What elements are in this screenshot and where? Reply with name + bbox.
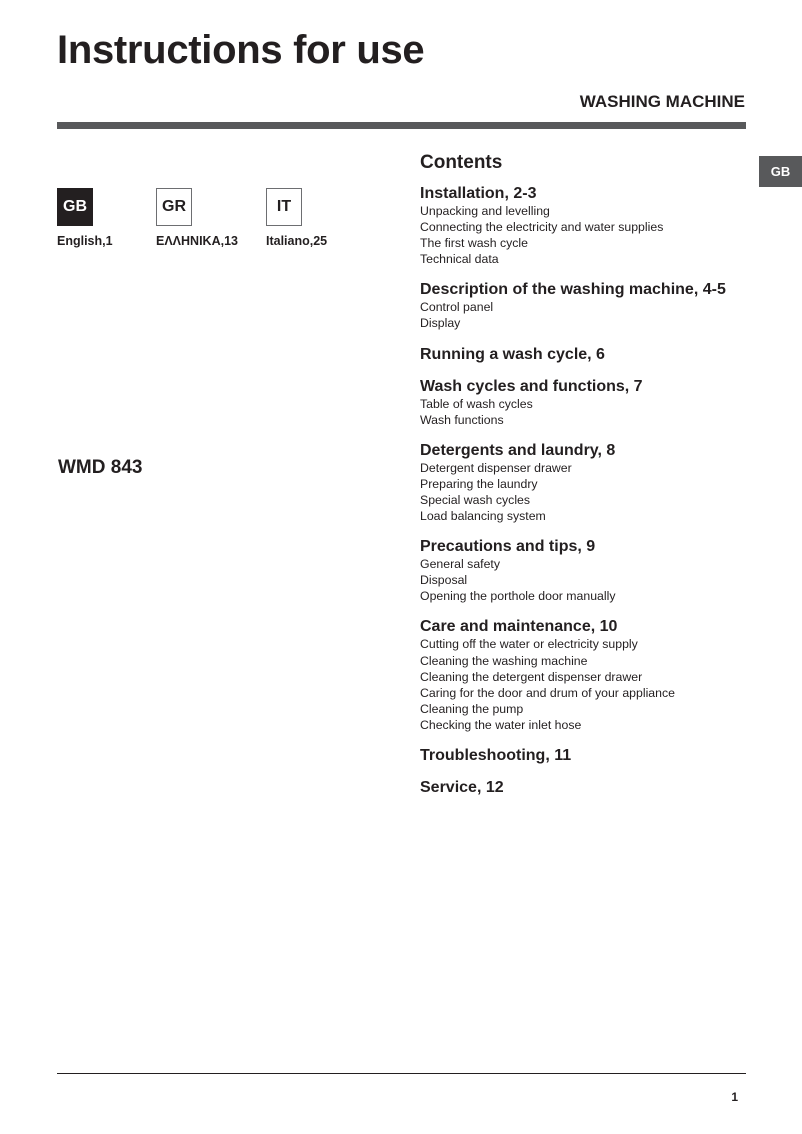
toc-sections <box>420 185 760 797</box>
toc-section <box>420 747 760 765</box>
toc-section-title[interactable]: Precautions and tips, 9 <box>420 538 596 556</box>
page-number: 1 <box>731 1090 738 1104</box>
toc-section-title[interactable]: Detergents and laundry, 8 <box>420 441 616 459</box>
toc-entry[interactable]: Disposal <box>420 573 468 588</box>
language-code-box: GB <box>57 188 93 226</box>
language-label: ΕΛΛΗΝΙΚΑ,13 <box>156 234 238 248</box>
toc-entry[interactable]: Opening the porthole door manually <box>420 589 616 604</box>
model-number: WMD 843 <box>58 457 143 478</box>
toc-section <box>420 618 760 733</box>
table-of-contents <box>420 152 760 811</box>
toc-entry[interactable]: General safety <box>420 557 500 572</box>
toc-entry[interactable]: Control panel <box>420 300 494 315</box>
toc-section <box>420 378 760 428</box>
toc-entry[interactable]: Special wash cycles <box>420 492 531 507</box>
language-label: English,1 <box>57 234 113 248</box>
toc-section-title[interactable]: Troubleshooting, 11 <box>420 746 572 764</box>
toc-entry[interactable]: Cutting off the water or electricity supply <box>420 637 638 652</box>
toc-entry[interactable]: Detergent dispenser drawer <box>420 460 572 475</box>
toc-section-title[interactable]: Service, 12 <box>420 778 504 796</box>
toc-entry[interactable]: Cleaning the washing machine <box>420 653 588 668</box>
language-label: Italiano,25 <box>266 234 328 248</box>
footer-rule <box>57 1073 746 1074</box>
header-rule <box>57 122 746 129</box>
language-it[interactable] <box>266 188 328 248</box>
language-gb[interactable] <box>57 188 113 248</box>
toc-section <box>420 346 760 364</box>
toc-entry[interactable]: Caring for the door and drum of your appliance <box>420 685 675 700</box>
toc-section <box>420 779 760 797</box>
toc-entry[interactable]: Display <box>420 316 461 331</box>
toc-section-title[interactable]: Running a wash cycle, 6 <box>420 345 605 363</box>
page-title: Instructions for use <box>57 28 425 72</box>
toc-entry[interactable]: Cleaning the detergent dispenser drawer <box>420 669 643 684</box>
language-gr[interactable] <box>156 188 238 248</box>
toc-section-title[interactable]: Installation, 2-3 <box>420 185 537 202</box>
toc-entry[interactable]: Preparing the laundry <box>420 476 538 491</box>
language-side-tab: GB <box>759 156 802 187</box>
toc-section-title[interactable]: Description of the washing machine, 4-5 <box>420 281 726 299</box>
language-code-box: IT <box>266 188 302 226</box>
toc-entry[interactable]: Unpacking and levelling <box>420 204 550 218</box>
toc-section-title[interactable]: Care and maintenance, 10 <box>420 618 618 636</box>
toc-entry[interactable]: Cleaning the pump <box>420 701 524 716</box>
toc-section-title[interactable]: Wash cycles and functions, 7 <box>420 377 643 395</box>
toc-entry[interactable]: Wash functions <box>420 412 504 427</box>
contents-title: Contents <box>420 152 503 173</box>
toc-section <box>420 185 760 267</box>
language-code-box: GR <box>156 188 192 226</box>
toc-entry[interactable]: Table of wash cycles <box>420 396 533 411</box>
toc-section <box>420 281 760 331</box>
toc-section <box>420 538 760 604</box>
toc-section <box>420 442 760 524</box>
toc-entry[interactable]: Connecting the electricity and water supplies <box>420 220 664 235</box>
product-type-heading: WASHING MACHINE <box>579 92 745 111</box>
toc-entry[interactable]: Load balancing system <box>420 509 546 524</box>
toc-entry[interactable]: Checking the water inlet hose <box>420 717 582 732</box>
toc-entry[interactable]: Technical data <box>420 252 499 267</box>
toc-entry[interactable]: The first wash cycle <box>420 236 528 251</box>
